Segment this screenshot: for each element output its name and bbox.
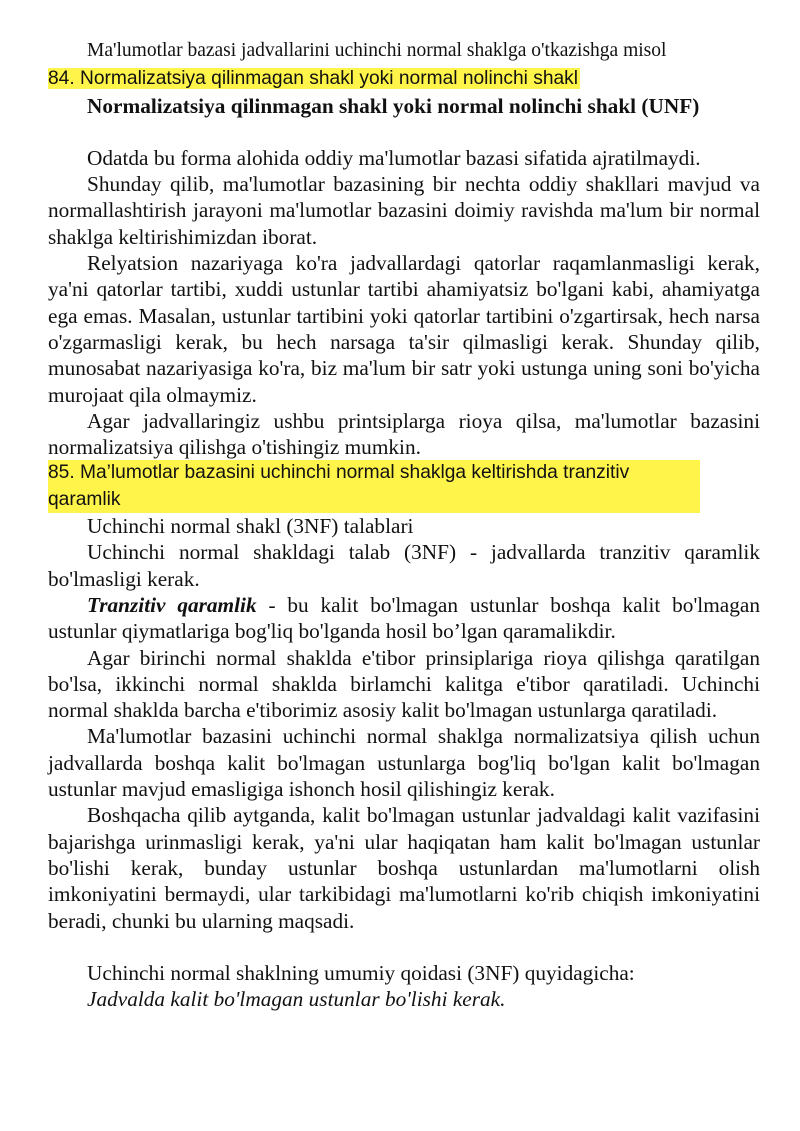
paragraph-12 xyxy=(48,986,760,1012)
spacer-2 xyxy=(48,934,760,960)
paragraph-5: Uchinchi normal shakl (3NF) talablari xyxy=(87,514,414,539)
paragraph-1: Odatda bu forma alohida oddiy ma'lumotlar bazasi sifatida ajratilmaydi. xyxy=(87,145,701,170)
table-caption: Ma'lumotlar bazasi jadvallarini uchinchi normal shaklga o'tkazishga misol xyxy=(87,40,667,61)
subheading-unf: Normalizatsiya qilinmagan shakl yoki normal nolinchi shakl (UNF) xyxy=(87,93,700,118)
paragraph-4: Agar jadvallaringiz ushbu printsiplarga rioya qilsa, ma'lumotlar bazasini normalizatsiya qilishga o'tishingiz mumkin. xyxy=(48,408,760,460)
heading-85-text: 85. Ma’lumotlar bazasini uchinchi normal shaklga keltirishda tranzitiv qaramlik xyxy=(48,460,700,513)
rule-text: Jadvalda kalit bo'lmagan ustunlar bo'lishi kerak. xyxy=(87,987,506,1012)
paragraph-7-rest: - bu kalit bo'lmagan ustunlar boshqa kalit bo'lmagan ustunlar qiymatlariga bog'liq bo'lganda hosil bo’lgan qaramalikdir. xyxy=(48,592,760,644)
heading-85 xyxy=(48,460,760,513)
paragraph-9: Ma'lumotlar bazasini uchinchi normal shaklga normalizatsiya qilish uchun jadvallarda boshqa kalit bo'lmagan ustunlarga bog'liq bo'lgan kalit bo'lmagan ustunlar mavjud emasligiga ishonch hosil qilishingiz kerak. xyxy=(48,724,760,802)
paragraph-3: Relyatsion nazariyaga ko'ra jadvallardagi qatorlar raqamlanmasligi kerak, ya'ni qatorlar tartibi, xuddi ustunlar tartibi ahamiyatsiz bo'lgani kabi, ahamiyatga ega emas. Masalan, ustunlar tartibini yoki qatorlar tartibini o'zgartirsak, hech narsa o'zgarmasligi kerak, bu hech narsaga ta'sir qilmasligi kerak. Shunday qilib, munosabat nazariyasiga ko'ra, biz ma'lum bir satr yoki ustunga uning soni bo'yicha murojaat qila olmaymiz. xyxy=(48,251,760,407)
paragraph-6: Uchinchi normal shakldagi talab (3NF) - jadvallarda tranzitiv qaramlik bo'lmasligi kerak. xyxy=(48,540,760,591)
heading-84-text: 84. Normalizatsiya qilinmagan shakl yoki normal nolinchi shakl xyxy=(48,68,579,90)
paragraph-8: Agar birinchi normal shaklda e'tibor prinsiplariga rioya qilishga qaratilgan bo'lsa, ikkinchi normal shaklda birlamchi kalitga e'tibor qaratiladi. Uchinchi normal shaklda barcha e'tiborimiz asosiy kalit bo'lmagan ustunlarga qaratiladi. xyxy=(48,645,760,723)
paragraph-2: Shunday qilib, ma'lumotlar bazasining bir nechta oddiy shakllari mavjud va normallashtirish jarayoni ma'lumotlar bazasini doimiy ravishda ma'lum bir normal shaklga keltirishimizdan iborat. xyxy=(48,172,760,249)
spacer xyxy=(48,119,760,145)
heading-84 xyxy=(48,64,760,92)
document-page xyxy=(48,38,760,1012)
paragraph-7 xyxy=(48,592,760,645)
paragraph-11: Uchinchi normal shaklning umumiy qoidasi (3NF) quyidagicha: xyxy=(87,960,635,985)
paragraph-10: Boshqacha qilib aytganda, kalit bo'lmagan ustunlar jadvaldagi kalit vazifasini bajarishga urinmasligi kerak, ya'ni ular haqiqatan ham kalit bo'lmagan ustunlar bo'lishi kerak, bunday ustunlar boshqa ustunlardan ma'lumotlarni olish imkoniyatini bermaydi, ular tarkibidagi ma'lumotlarni ko'rib chiqish imkoniyatini beradi, chunki bu ularning maqsadi. xyxy=(48,803,760,933)
term-tranzitiv-qaramlik: Tranzitiv qaramlik xyxy=(87,592,257,617)
